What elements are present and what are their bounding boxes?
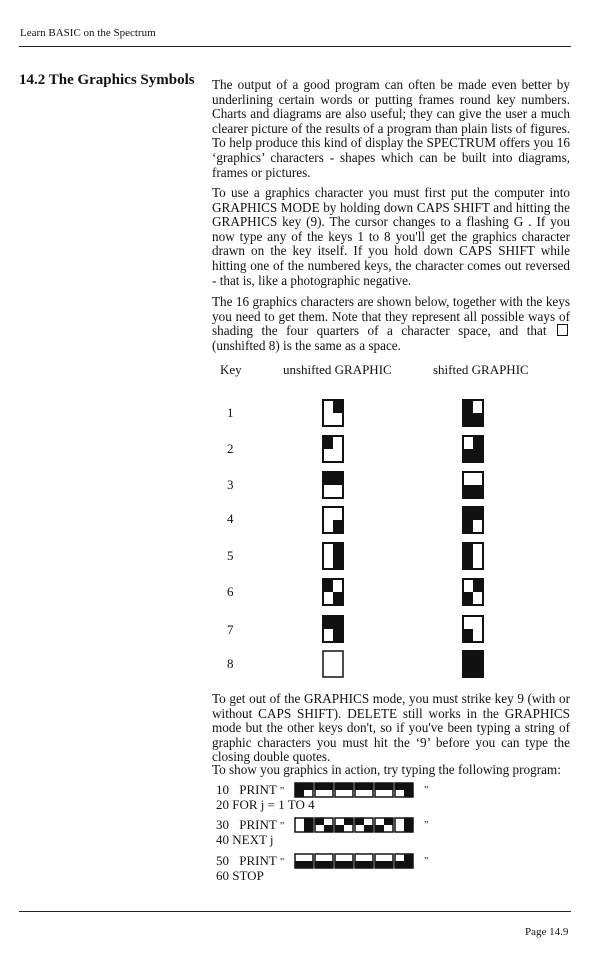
print-command: PRINT: [239, 817, 277, 832]
header-rule: [19, 46, 571, 47]
line-number: 30: [216, 817, 229, 832]
open-quote: ": [279, 856, 285, 868]
close-quote: ": [424, 819, 429, 831]
graphic-char-shifted-3-icon: [462, 471, 484, 499]
empty-box-symbol-icon: [557, 324, 568, 336]
graphic-char-unshifted-4-icon: [322, 506, 344, 534]
paragraph-sixteen-chars: [212, 295, 570, 353]
graphics-string-line30-icon: [294, 817, 414, 833]
graphic-char-shifted-1-icon: [462, 399, 484, 427]
graphic-char-shifted-8-icon: [462, 650, 484, 678]
paragraph-graphics-mode: To use a graphics character you must first put the computer into GRAPHICS MODE by holding down CAPS SHIFT and hitting the GRAPHICS key (9). The cursor changes to a flashing G . If you now type any of the keys 1 to 8 you'll get the graphics character drawn on the key itself. If you hold down CAPS SHIFT while hitting one of the numbered keys, the character comes out reversed - that is, like a photographic negative.: [212, 185, 570, 288]
program-line-40: 40 NEXT j: [216, 832, 274, 847]
graphic-char-unshifted-3-icon: [322, 471, 344, 499]
footer-rule: [19, 911, 571, 912]
key-number: 2: [227, 441, 234, 456]
graphic-char-unshifted-6-icon: [322, 578, 344, 606]
paragraph-intro: The output of a good program can often be made even better by underlining certain words or putting frames round key numbers. Charts and diagrams are also useful; they can give the user a much clearer picture of the results of a program than plain lists of figures. To help produce this kind of display the SPECTRUM offers you 16 ‘graphics’ characters - shapes which can be built into diagrams, frames or pictures.: [212, 77, 570, 180]
key-number: 7: [227, 622, 234, 637]
graphics-string-line10-icon: [294, 782, 414, 798]
paragraph-text-part1: The 16 graphics characters are shown below, together with the keys you need to get them. Note that they represent all possible ways of shading the four quarters of a character space, and that: [212, 294, 570, 339]
print-command: PRINT: [239, 853, 277, 868]
key-number: 8: [227, 656, 234, 671]
graphics-string-line50-icon: [294, 853, 414, 869]
key-number: 4: [227, 511, 234, 526]
paragraph-exit-graphics: To get out of the GRAPHICS mode, you must strike key 9 (with or without CAPS SHIFT). DELETE still works in the GRAPHICS mode but the other keys don't, so if you've been typing a string of graphic characters you must hit the ‘9’ before you can type the closing double quotes.: [212, 691, 570, 765]
table-header-unshifted: unshifted GRAPHIC: [283, 362, 392, 377]
key-number: 3: [227, 477, 234, 492]
section-title: 14.2 The Graphics Symbols: [19, 72, 195, 88]
close-quote: ": [424, 784, 429, 796]
graphic-char-unshifted-5-icon: [322, 542, 344, 570]
graphic-char-unshifted-2-icon: [322, 435, 344, 463]
graphic-char-unshifted-7-icon: [322, 615, 344, 643]
graphic-char-shifted-6-icon: [462, 578, 484, 606]
key-number: 1: [227, 405, 234, 420]
print-command: PRINT: [239, 782, 277, 797]
key-number: 6: [227, 584, 234, 599]
graphic-char-shifted-7-icon: [462, 615, 484, 643]
key-number: 5: [227, 548, 234, 563]
running-head: Learn BASIC on the Spectrum: [20, 27, 156, 39]
table-header-key: Key: [220, 362, 242, 377]
line-number: 50: [216, 853, 229, 868]
graphic-char-shifted-5-icon: [462, 542, 484, 570]
graphic-char-shifted-2-icon: [462, 435, 484, 463]
page-number: Page 14.9: [525, 926, 569, 938]
program-line-60: 60 STOP: [216, 868, 264, 883]
paragraph-text-part2: (unshifted 8) is the same as a space.: [212, 337, 401, 353]
close-quote: ": [424, 855, 429, 867]
paragraph-example-intro: To show you graphics in action, try typing the following program:: [212, 762, 561, 777]
program-line-20: 20 FOR j = 1 TO 4: [216, 797, 315, 812]
graphic-char-unshifted-8-icon: [322, 650, 344, 678]
graphic-char-unshifted-1-icon: [322, 399, 344, 427]
table-header-shifted: shifted GRAPHIC: [433, 362, 529, 377]
line-number: 10: [216, 782, 229, 797]
open-quote: ": [279, 820, 285, 832]
graphic-char-shifted-4-icon: [462, 506, 484, 534]
open-quote: ": [279, 785, 285, 797]
